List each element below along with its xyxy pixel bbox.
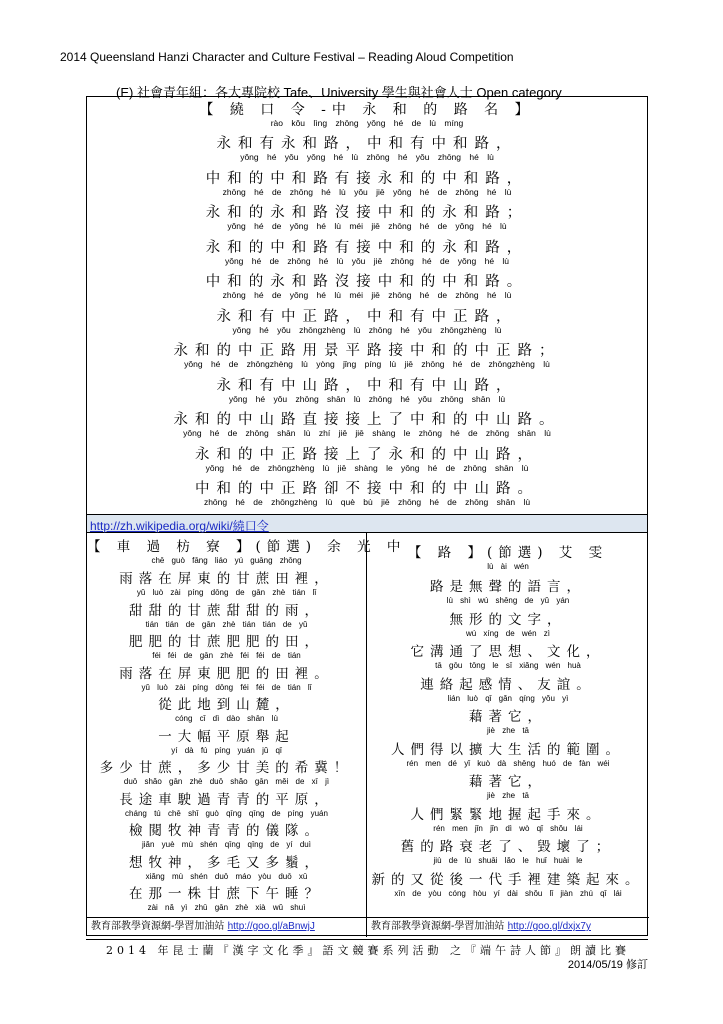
poem-line: 藉著它， (469, 774, 547, 790)
poem-line-pinyin: duō shǎo gān zhè duō shǎo gān měi de xī jì (123, 777, 330, 786)
poem-line-pinyin: rén men jǐn jǐn dì wò qǐ shǒu lái (433, 823, 583, 833)
poem-line-pinyin: yǒng hé de zhōng shān lù zhí jiē jiē shàng le zhōng hé de zhōng shān lù (183, 428, 551, 438)
poem-line-pinyin: cháng tú chē shǐ guò qīng qīng de píng yuán (125, 808, 328, 818)
poem-line-pinyin: tián tián de gān zhè tián tián de yǔ (145, 619, 308, 629)
poem-line-pinyin: wú xíng de wén zì (465, 628, 551, 638)
poem-line: 從此地到山麓， (158, 697, 295, 713)
poem-line: 人們得以擴大生活的範圍。 (391, 741, 625, 758)
category-heading: (E) 社會青年組：各大專院校 Tafe、University 學生與社會人士 Open category (116, 85, 562, 100)
source-label: 教育部教學資源網-學習加油站 (91, 921, 225, 932)
poem-line: 中和的永和路沒接中和的中和路。 (205, 274, 529, 290)
poem-line: 永和的中和路有接中和的永和路， (205, 239, 529, 256)
poem-line-pinyin: xiǎng mù shén duō máo yòu duō xū (145, 871, 308, 881)
poem-line-pinyin: xīn de yòu cóng hòu yí dài shǒu lǐ jiàn zhú qǐ lái (394, 888, 622, 898)
poem-line-pinyin: yǒng hé de zhōng hé lù yǒu jiē zhōng hé de yǒng hé lù (224, 255, 510, 266)
poem-line-pinyin: lù shì wú shēng de yǔ yán (446, 596, 570, 605)
poem-line-pinyin: yǒng hé yǒu zhōng shān lù zhōng hé yǒu zhōng shān lù (228, 393, 506, 404)
source-link-right[interactable]: http://goo.gl/dxjx7y (507, 921, 591, 932)
poem-line: 永和的中正路用景平路接中和的中正路； (173, 343, 561, 359)
poem-line: 永和的中正路接上了永和的中山路， (195, 446, 539, 463)
poem-line-pinyin: jiù de lù shuāi lǎo le huǐ huài le (433, 856, 583, 865)
poem-line-pinyin: cóng cǐ dì dào shān lù (175, 714, 278, 723)
poem-line: 它溝通了思想、文化， (410, 644, 606, 660)
poem-line-pinyin: jiǎn yuè mù shén qīng qīng de yí duì (142, 840, 311, 849)
poem-line-pinyin: yí dà fú píng yuán jǔ qǐ (171, 745, 282, 755)
poem2-title: 【 車 過 枋 寮 】(節選) 余 光 中 (87, 539, 407, 555)
poem-line-pinyin: zhōng hé de yǒng hé lù méi jiē zhōng hé de zhōng hé lù (222, 290, 512, 300)
poem-line-pinyin: lián luò qǐ gǎn qíng yǒu yì (447, 693, 569, 703)
poem-line-pinyin: féi féi de gān zhè féi féi de tián (152, 651, 301, 660)
poem-line: 永和有永和路，中和有中和路， (216, 136, 518, 152)
source-link-left[interactable]: http://goo.gl/aBnwjJ (227, 921, 315, 932)
poem-line: 永和有中山路，中和有中山路， (216, 377, 518, 394)
poem-line: 在那一株甘蔗下午睡？ (129, 886, 324, 902)
poem-line: 人們緊緊地握起手來。 (410, 806, 606, 823)
poem-line-pinyin: zhōng hé de zhōng hé lù yǒu jiē yǒng hé de zhōng hé lù (222, 186, 512, 197)
poem-line-pinyin: rén men dé yǐ kuò dà shēng huó de fàn wéi (406, 758, 610, 768)
poem-line: 雨落在屏東肥肥的田裡。 (119, 665, 334, 682)
source-right (367, 917, 649, 937)
content-box (86, 96, 648, 936)
poem-line-pinyin: tā gōu tōng le sī xiǎng wén huà (435, 661, 581, 670)
poem-line-pinyin: yǒng hé de zhōngzhèng lù jiē shàng le yǒng hé de zhōng shān lù (205, 462, 529, 473)
poem-line-pinyin: yǒng hé de yǒng hé lù méi jiē zhōng hé de yǒng hé lù (227, 221, 507, 231)
footer-divider (86, 939, 648, 940)
poem-line: 新的又從後一代手裡建築起來。 (371, 871, 645, 888)
poem-line-pinyin: zài nǎ yì zhū gān zhè xià wǔ shuì (147, 903, 306, 912)
poem3-title-pinyin: lù ài wén (487, 562, 529, 571)
poem-line: 雨落在屏東的甘蔗田裡， (119, 571, 334, 587)
poem-line: 路是無聲的語言， (430, 579, 586, 595)
poem-line: 無形的文字， (449, 611, 567, 628)
poem-line: 永和的中山路直接接上了中和的中山路。 (173, 412, 561, 428)
poem3-column (367, 533, 649, 917)
poem-line: 中和的中正路卻不接中和的中山路。 (195, 481, 539, 497)
page-header: 2014 Queensland Hanzi Character and Culture Festival – Reading Aloud Competition (60, 50, 514, 64)
poem-line-pinyin: zhōng hé de zhōngzhèng lù què bù jiē zhōng hé de zhōng shān lù (203, 497, 531, 507)
poem-line-pinyin: jiè zhe tā (486, 791, 530, 800)
poem2-column (87, 533, 407, 917)
poem1-title-pinyin: rào kǒu lìng zhōng yǒng hé de lù míng (270, 118, 464, 128)
poem3-title: 【 路 】(節選) 艾 雯 (407, 545, 609, 561)
poem-line: 舊的路衰老了、毀壞了； (400, 839, 616, 855)
poem-line: 連絡起感情、友誼。 (420, 676, 596, 693)
poem-line: 檢閱牧神青青的儀隊。 (129, 823, 324, 839)
poem-line-pinyin: jiè zhe tā (486, 726, 530, 735)
poem-line-pinyin: yǒng hé de zhōngzhèng lù yòng jǐng píng lù jiē zhōng hé de zhōngzhèng lù (184, 359, 550, 369)
revision-date: 2014/05/19 修訂 (567, 959, 648, 971)
poem2-title-pinyin: chē guò fāng liáo yú guāng zhōng (151, 556, 302, 565)
poem-line: 藉著它， (469, 709, 547, 725)
poem1-title: 【 繞 口 令 -中 永 和 的 路 名 】 (199, 102, 535, 118)
poem-line: 一大幅平原舉起 (158, 728, 295, 745)
poem-line: 永和有中正路，中和有中正路， (216, 308, 518, 325)
source-left (87, 917, 367, 937)
wiki-link[interactable]: http://zh.wikipedia.org/wiki/繞口令 (90, 519, 269, 533)
poem-line: 肥肥的甘蔗肥肥的田， (129, 634, 324, 650)
poem-line: 多少甘蔗，多少甘美的希冀！ (99, 760, 354, 776)
page-footer: 2014 年昆士蘭『漢字文化季』語文競賽系列活動 之『端午詩人節』朗讀比賽 (106, 944, 630, 957)
poem-line-pinyin: yǒng hé yǒu yǒng hé lù zhōng hé yǒu zhōng hé lù (240, 152, 494, 162)
poem-line: 甜甜的甘蔗甜甜的雨， (129, 602, 324, 619)
poem-line-pinyin: yǒng hé yǒu zhōngzhèng lù zhōng hé yǒu zhōngzhèng lù (232, 324, 502, 335)
poem-line: 長途車駛過青青的平原， (119, 791, 334, 808)
poem-line: 永和的永和路沒接中和的永和路； (205, 205, 529, 221)
poem-line: 想牧神，多毛又多鬚， (129, 854, 324, 871)
poem1-section (87, 97, 647, 514)
poem-line-pinyin: yǔ luò zài píng dōng féi féi de tián lǐ (141, 682, 312, 692)
poem-line: 中和的中和路有接永和的中和路， (205, 170, 529, 187)
source-label: 教育部教學資源網-學習加油站 (371, 921, 505, 932)
wiki-link-bar (87, 514, 647, 533)
poem-line-pinyin: yǔ luò zài píng dōng de gān zhè tián lǐ (136, 588, 317, 597)
